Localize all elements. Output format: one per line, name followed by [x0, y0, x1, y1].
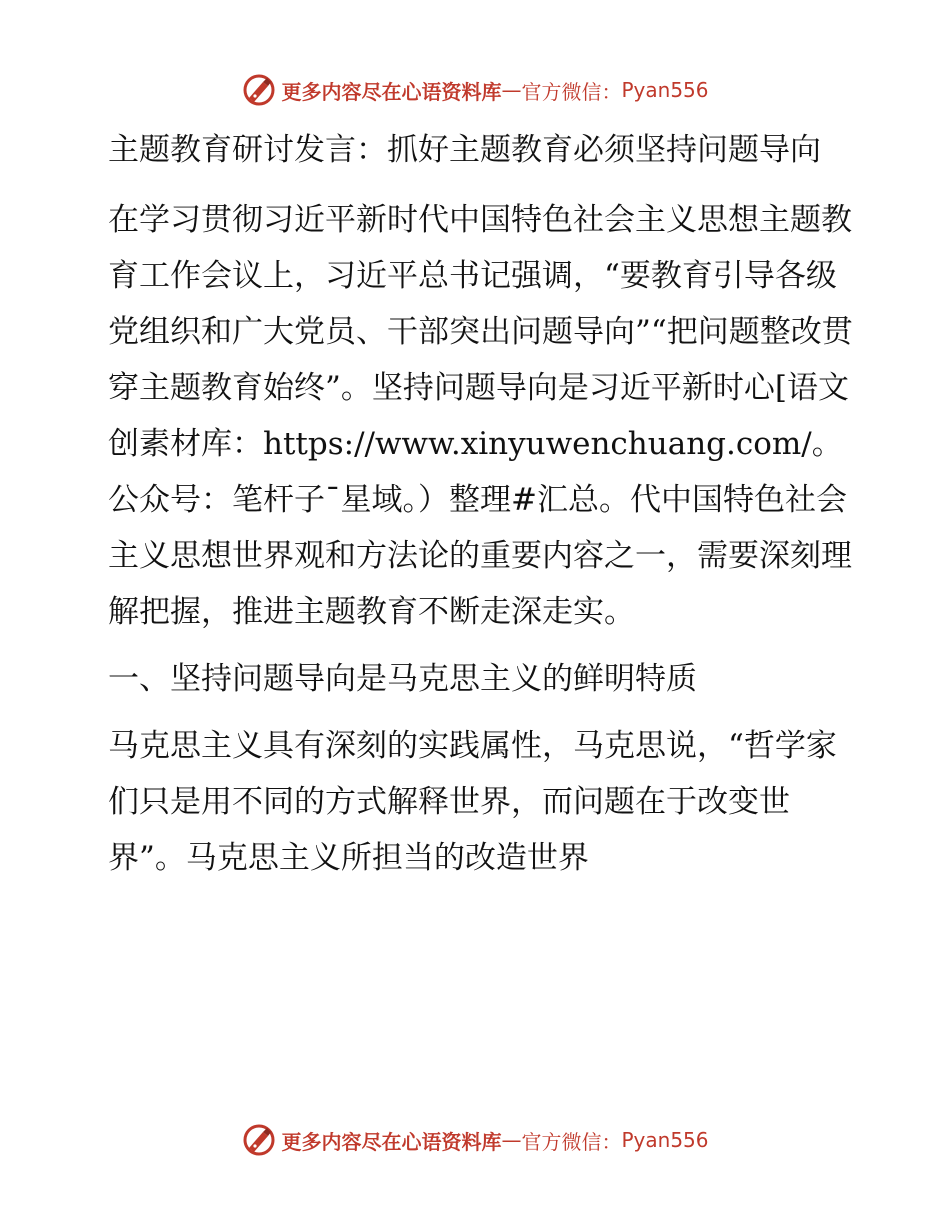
banner-wechat-label: 官方微信：: [521, 79, 622, 104]
footer-banner-content: [241, 1122, 708, 1158]
section-heading-1: 一、坚持问题导向是马克思主义的鲜明特质: [108, 661, 697, 697]
footer-banner-dash: —: [501, 1128, 522, 1152]
header-banner: [0, 68, 950, 112]
banner-wechat-id: Pyan556: [621, 78, 709, 102]
banner-dash: —: [501, 78, 522, 102]
header-banner-content: [241, 72, 708, 108]
footer-banner-wechat-label: 官方微信：: [521, 1129, 622, 1154]
footer-banner: [0, 1118, 950, 1162]
banner-main-text: 更多内容尽在心语资料库: [281, 79, 502, 104]
footer-banner-main-text: 更多内容尽在心语资料库: [281, 1129, 502, 1154]
document-title: 主题教育研讨发言：抓好主题教育必须坚持问题导向: [108, 132, 821, 168]
footer-banner-wechat-id: Pyan556: [621, 1128, 709, 1152]
pen-logo-icon: [241, 1122, 277, 1158]
pen-logo-icon: [241, 72, 277, 108]
document-body: [96, 122, 856, 897]
paragraph-2: 马克思主义具有深刻的实践属性，马克思说，“哲学家们只是用不同的方式解释世界，而问题在于改变世界”。马克思主义所担当的改造世界: [108, 728, 837, 876]
paragraph-1: 在学习贯彻习近平新时代中国特色社会主义思想主题教育工作会议上，习近平总书记强调，“要教育引导各级党组织和广大党员、干部突出问题导向”“把问题整改贯穿主题教育始终”。坚持问题导向是习近平新时心[语文创素材库：https://www.xinyuwenchuang.com/。公众号：笔杆子¯星域。）整理#汇总。代中国特色社会主义思想世界观和方法论的重要内容之一，需要深刻理解把握，推进主题教育不断走深走实。: [108, 202, 853, 630]
